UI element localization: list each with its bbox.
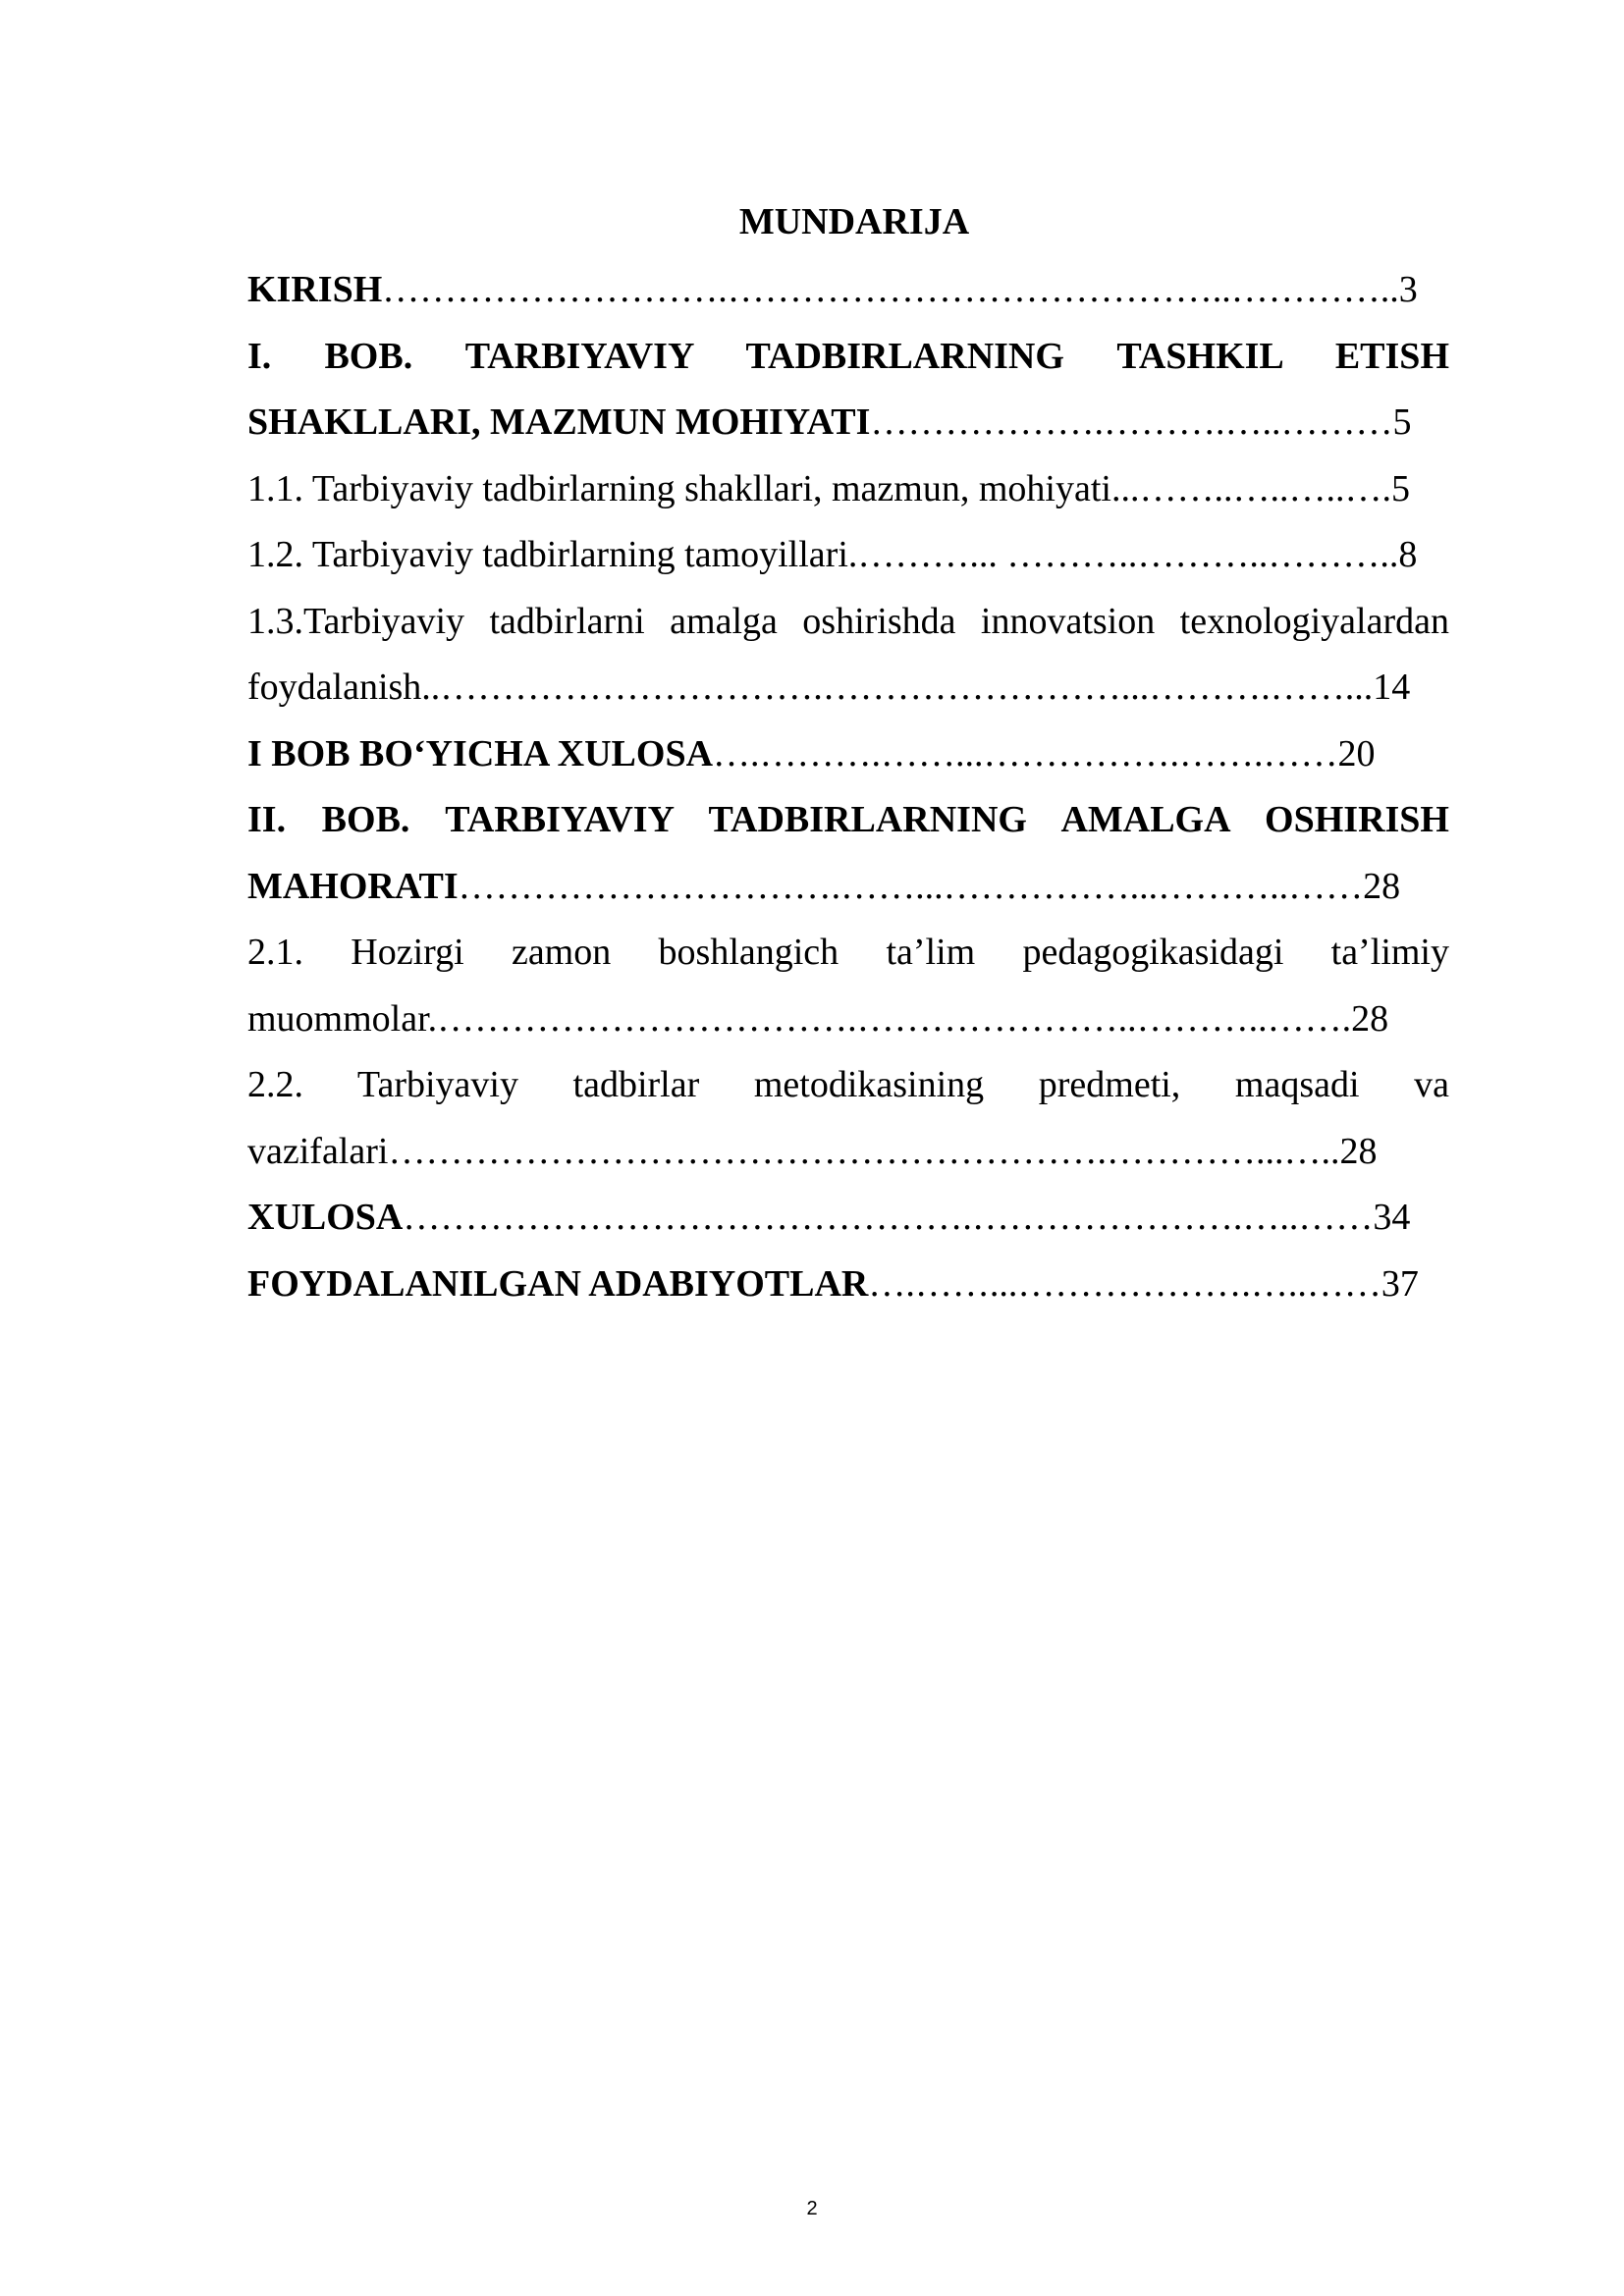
toc-entry-text: vazifalari xyxy=(247,1130,389,1172)
toc-leader: .………... ………..………..………. xyxy=(847,534,1389,575)
toc-entry-1-2 xyxy=(247,522,1449,589)
page-number: 2 xyxy=(806,2198,818,2219)
toc-entry-1-1 xyxy=(247,456,1449,523)
toc-entry-text: MAHORATI xyxy=(247,865,459,907)
toc-entry-chapter-1-summary xyxy=(247,721,1449,788)
toc-leader: ……………………………………….………………….…..…… xyxy=(403,1197,1374,1238)
toc-page-number: 3 xyxy=(1398,269,1418,310)
toc-entry-text: 2.1. Hozirgi zamon boshlangich ta’lim pedagogikasidagi ta’limiy xyxy=(247,932,1449,973)
toc-entry-text: 1.1. Tarbiyaviy tadbirlarning shakllari, mazmun, mohiyati xyxy=(247,467,1111,509)
toc-entry-text: 1.2. Tarbiyaviy tadbirlarning tamoyillari xyxy=(247,534,848,575)
toc-entry-1-3-line-1 xyxy=(247,589,1449,656)
toc-leader: ...……..…..…..… xyxy=(1110,467,1382,509)
toc-entry-text: KIRISH xyxy=(247,269,383,310)
toc-leader: ….……...……………….…..…… xyxy=(868,1262,1381,1305)
toc-leader: ….……….……...…………….…….…… xyxy=(713,732,1338,774)
toc-page-number: 14 xyxy=(1373,667,1411,708)
toc-page-number: 37 xyxy=(1380,1262,1419,1305)
toc-leader: ………………………….……...……………...………..…… xyxy=(458,865,1364,907)
toc-entry-text: muommolar xyxy=(247,997,428,1040)
toc-entry-2-1-line-2 xyxy=(247,987,1449,1053)
toc-entry-text: 1.3.Tarbiyaviy tadbirlarni amalga oshirishda innovatsion texnologiyalardan xyxy=(247,600,1449,642)
toc-entry-chapter-2-line-2 xyxy=(247,854,1449,921)
toc-leader: ………………………………………………….…………...….. xyxy=(388,1130,1340,1172)
toc-entry-kirish xyxy=(247,257,1449,324)
toc-entry-text: XULOSA xyxy=(247,1197,404,1238)
toc-entry-xulosa xyxy=(247,1185,1449,1252)
toc-page-number: 28 xyxy=(1351,997,1389,1040)
toc-page-number: 20 xyxy=(1337,732,1376,774)
toc-page-number: .5 xyxy=(1381,467,1410,509)
toc-title: MUNDARIJA xyxy=(738,201,970,242)
toc-page-number: 28 xyxy=(1339,1130,1378,1172)
toc-entry-2-1-line-1 xyxy=(247,920,1449,987)
toc-entry-chapter-2-line-1 xyxy=(247,787,1449,854)
table-of-contents xyxy=(247,257,1449,1317)
toc-entry-text: 2.2. Tarbiyaviy tadbirlar metodikasining predmeti, maqsadi va xyxy=(247,1064,1449,1105)
toc-entry-text: FOYDALANILGAN ADABIYOTLAR xyxy=(247,1262,869,1305)
toc-entry-text: foydalanish xyxy=(247,667,422,708)
toc-leader: ……………………….…………………………………..………….. xyxy=(382,269,1399,310)
toc-leader: ……………….……….…..……… xyxy=(870,401,1393,443)
toc-page-number: .8 xyxy=(1388,534,1418,575)
toc-page-number: 5 xyxy=(1392,401,1412,443)
toc-entry-2-2-line-2 xyxy=(247,1119,1449,1186)
toc-entry-2-2-line-1 xyxy=(247,1052,1449,1119)
toc-entry-text: I BOB BO‘YICHA XULOSA xyxy=(247,732,714,774)
toc-entry-references xyxy=(247,1252,1449,1318)
toc-entry-chapter-1-line-2 xyxy=(247,390,1449,456)
toc-page-number: 28 xyxy=(1363,865,1401,907)
toc-entry-chapter-1-line-1 xyxy=(247,324,1449,391)
toc-entry-text: II. BOB. TARBIYAVIY TADBIRLARNING AMALGA OSHIRISH xyxy=(247,799,1449,840)
toc-entry-text: SHAKLLARI, MAZMUN MOHIYATI xyxy=(247,401,871,443)
toc-entry-text: I. BOB. TARBIYAVIY TADBIRLARNING TASHKIL ETISH xyxy=(247,335,1449,377)
toc-entry-1-3-line-2 xyxy=(247,655,1449,721)
toc-page-number: 34 xyxy=(1373,1197,1411,1238)
toc-leader: .…………………………….…………………..………..……. xyxy=(427,997,1352,1040)
toc-leader: ..………………………….……………………...……….……... xyxy=(421,667,1374,708)
